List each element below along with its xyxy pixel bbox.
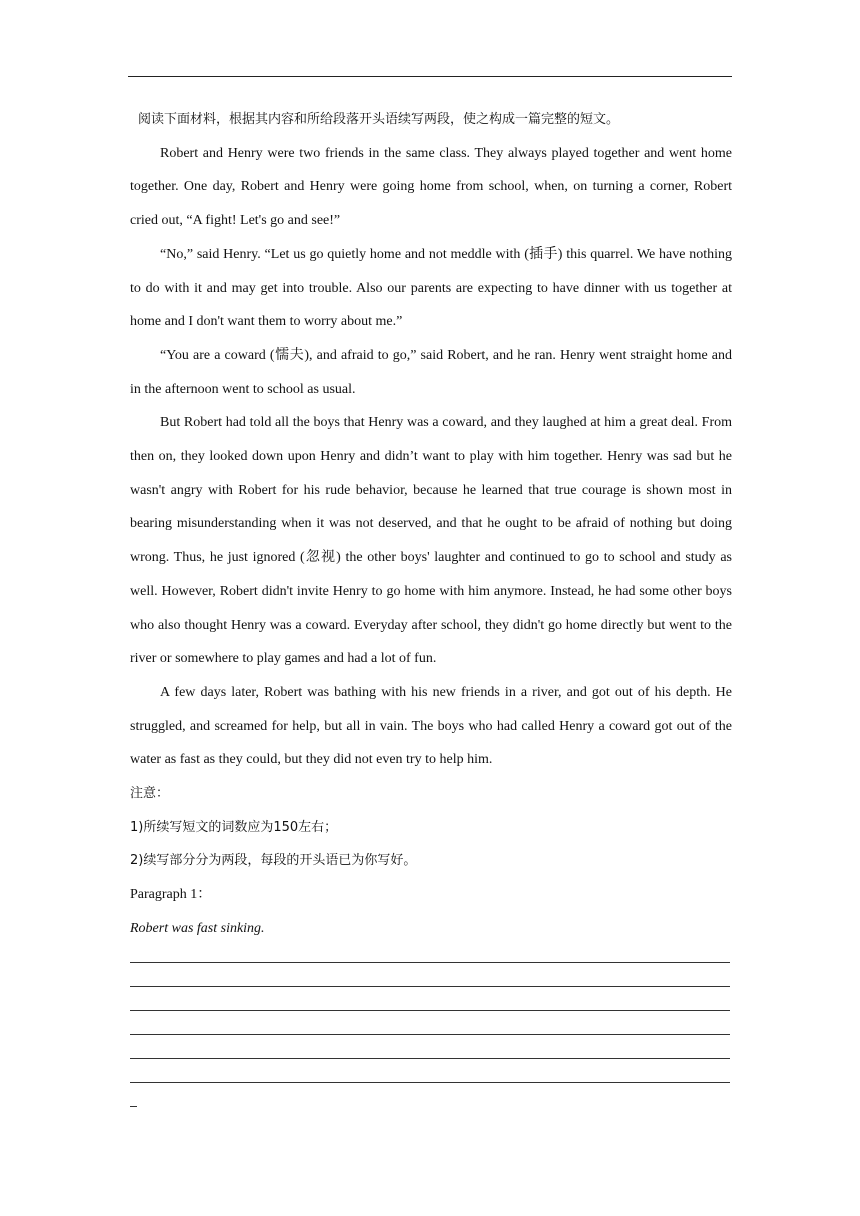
paragraph-1-label: Paragraph 1： [130,887,212,903]
answer-line[interactable] [130,1011,730,1035]
exercise-text [130,103,732,946]
paragraph-1-opening: Robert was fast sinking. [130,920,265,936]
answer-line[interactable] [130,1035,730,1059]
story-paragraph-1: Robert and Henry were two friends in the same class. They always played together and went home together. One day, Robert and Henry were going home from school, when, on turning a corner, Robert cried out, “A fight! Let's go and see!” [130,145,732,229]
story-paragraph-4: But Robert had told all the boys that Henry was a coward, and they laughed at him a great deal. From then on, they looked down upon Henry and didn’t want to play with him together. Henry was sad but he wasn't angry with Robert for his rude behavior, because he learned that true courage is shown most in bearing misunderstanding when it was not deserved, and that he ought to be afraid of nothing but doing wrong. Thus, he just ignored (忽视) the other boys' laughter and continued to go to school and study as well. However, Robert didn't invite Henry to go home with him anymore. Instead, he had some other boys who also thought Henry was a coward. Everyday after school, they didn't go home directly but went to the river or somewhere to play games and had a lot of fun. [130,415,732,667]
answer-area[interactable] [130,962,730,1107]
answer-line[interactable] [130,1059,730,1083]
answer-line[interactable] [130,987,730,1011]
story-paragraph-5: A few days later, Robert was bathing with his new friends in a river, and got out of his depth. He struggled, and screamed for help, but all in vain. The boys who had called Henry a coward got out of the water as fast as they could, but they did not even try to help him. [130,684,732,768]
answer-line-stub[interactable] [130,1083,137,1107]
notes-heading: 注意： [130,786,170,802]
story-paragraph-3: “You are a coward (懦夫), and afraid to go,” said Robert, and he ran. Henry went straight home and in the afternoon went to school as usual. [130,347,732,397]
note-item-2: 2)续写部分分为两段，每段的开头语已为你写好。 [130,853,417,869]
task-instruction: 阅读下面材料，根据其内容和所给段落开头语续写两段，使之构成一篇完整的短文。 [138,112,620,127]
answer-line[interactable] [130,963,730,987]
story-paragraph-2: “No,” said Henry. “Let us go quietly home and not meddle with (插手) this quarrel. We have nothing to do with it and may get into trouble. Also our parents are expecting to have dinner with us together at home and I don't want them to worry about me.” [130,246,732,330]
note-item-1: 1)所续写短文的词数应为150左右； [130,819,338,835]
header-rule [128,76,732,77]
